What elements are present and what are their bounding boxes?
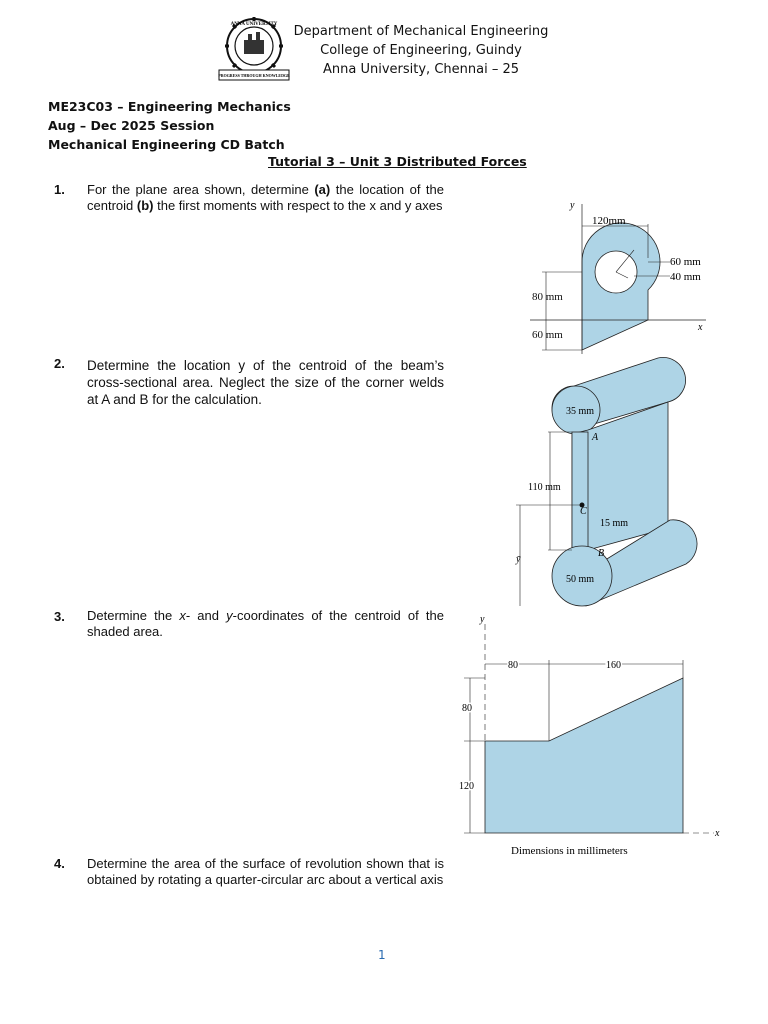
fig1-dim-h2: 60 mm — [532, 329, 563, 341]
university-logo — [218, 16, 290, 82]
figure-1-plane-area — [520, 196, 740, 356]
fig3-y-axis-label: y — [480, 614, 485, 625]
question-4-number: 4. — [54, 856, 65, 871]
fig2-label-a: A — [592, 432, 599, 443]
fig3-caption: Dimensions in millimeters — [511, 845, 628, 857]
fig3-dim-80-h: 80 — [508, 660, 518, 671]
fig1-dim-h1: 80 mm — [532, 291, 563, 303]
fig3-dim-120: 120 — [459, 781, 474, 792]
fig2-dim-top: 35 mm — [566, 406, 595, 417]
fig3-dim-160: 160 — [606, 660, 621, 671]
question-2-number: 2. — [54, 356, 65, 371]
course-code: ME23C03 – Engineering Mechanics — [48, 99, 291, 114]
fig1-dim-r-inner: 40 mm — [670, 271, 701, 283]
question-3-text: Determine the x- and y-coordinates of the centroid of the shaded area. — [87, 608, 444, 639]
fig1-dim-width: 120mm — [592, 215, 626, 227]
dept-line-2: College of Engineering, Guindy — [320, 43, 522, 58]
fig3-dim-80-v: 80 — [462, 703, 472, 714]
logo-ring-text: ANNA UNIVERSITY — [230, 22, 278, 27]
fig2-dim-bottom: 50 mm — [566, 574, 595, 585]
logo-motto: PROGRESS THROUGH KNOWLEDGE — [218, 73, 290, 78]
fig2-label-c: C — [580, 506, 587, 517]
fig3-x-axis-label: x — [715, 828, 720, 839]
figure-3-shaded-area — [456, 610, 726, 860]
fig1-dim-r-outer: 60 mm — [670, 256, 701, 268]
fig2-label-b: B — [598, 548, 605, 559]
course-session: Aug – Dec 2025 Session — [48, 118, 215, 133]
fig2-dim-web: 110 mm — [528, 482, 561, 493]
fig1-x-axis-label: x — [698, 322, 703, 333]
figure-2-beam — [510, 350, 710, 612]
dept-line-3: Anna University, Chennai – 25 — [323, 62, 519, 77]
course-batch: Mechanical Engineering CD Batch — [48, 137, 285, 152]
course-info — [48, 97, 291, 154]
tutorial-title: Tutorial 3 – Unit 3 Distributed Forces — [268, 154, 527, 169]
fig3-shape — [485, 678, 683, 833]
question-3-number: 3. — [54, 609, 65, 624]
dept-line-1: Department of Mechanical Engineering — [293, 24, 549, 39]
fig1-y-axis-label: y — [570, 200, 575, 211]
fig2-dim-thick: 15 mm — [600, 518, 629, 529]
question-2-text: Determine the location y of the centroid of the beam’s cross-sectional area. Neglect the size of the corner welds at A and B for the calculation. — [87, 358, 444, 407]
page-number: 1 — [378, 948, 386, 962]
department-header — [290, 22, 552, 79]
question-4-text: Determine the area of the surface of revolution shown that is obtained by rotating a quarter-circular arc about a vertical axis — [87, 856, 444, 887]
fig2-ybar: ȳ — [516, 554, 521, 565]
question-1-number: 1. — [54, 182, 65, 197]
question-1-text: For the plane area shown, determine (a) the location of the centroid (b) the first moments with respect to the x and y axes — [87, 182, 444, 213]
